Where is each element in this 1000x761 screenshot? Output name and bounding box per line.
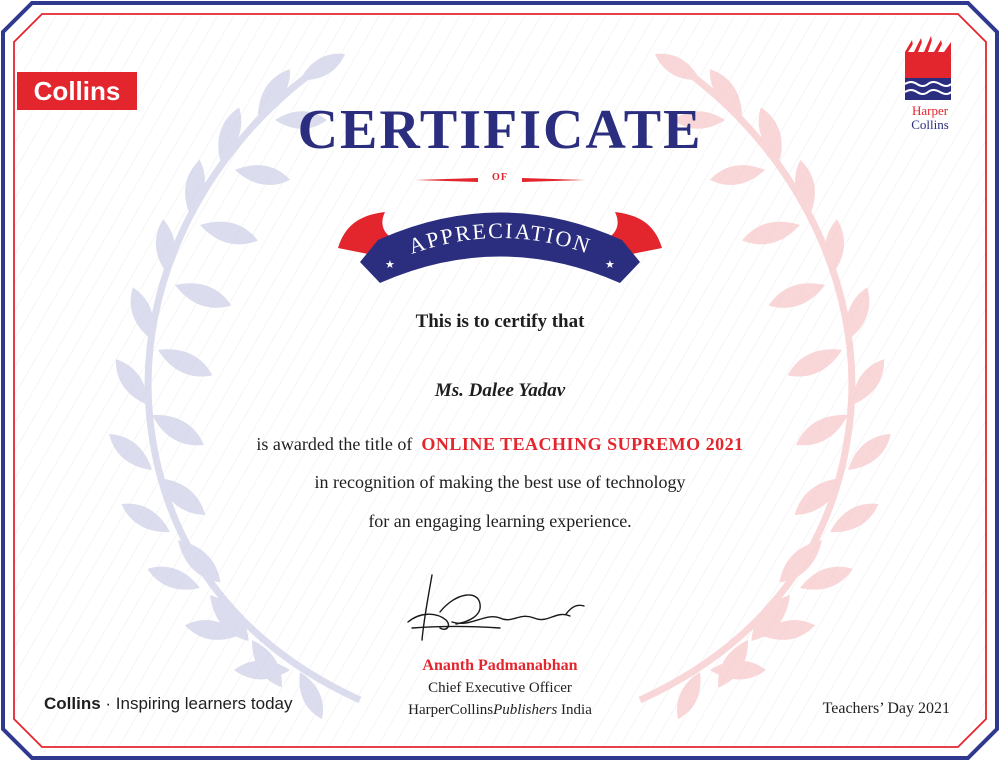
tagline-brand: Collins (44, 694, 101, 713)
of-label: OF (492, 172, 508, 183)
ribbon-text-path: APPRECIATION (405, 217, 595, 259)
award-prefix: is awarded the title of (256, 434, 413, 454)
certify-line: This is to certify that (415, 311, 585, 332)
recipient-name: Ms. Dalee Yadav (434, 380, 566, 401)
engagement-line: for an engaging learning experience. (368, 511, 632, 531)
signatory-role: Chief Executive Officer (428, 680, 572, 696)
collins-logo: Collins (17, 72, 137, 110)
ribbon-star-left: ★ (385, 258, 395, 271)
ribbon-star-right: ★ (605, 258, 615, 271)
signatory-name: Ananth Padmanabhan (422, 657, 578, 674)
harper-text: Harper (911, 103, 949, 118)
org-suffix: India (557, 702, 592, 718)
award-line (0, 434, 1000, 455)
certificate-title: CERTIFICATE (297, 99, 703, 161)
org-prefix: HarperCollins (408, 702, 494, 718)
collins-text: Collins (911, 117, 949, 132)
award-title: ONLINE TEACHING SUPREMO 2021 (421, 434, 744, 454)
collins-tagline (44, 694, 293, 714)
tagline-text: · Inspiring learners today (100, 694, 293, 713)
occasion-label: Teachers’ Day 2021 (822, 700, 950, 717)
recognition-line: in recognition of making the best use of technology (314, 472, 686, 492)
org-italic: Publishers (493, 702, 558, 718)
